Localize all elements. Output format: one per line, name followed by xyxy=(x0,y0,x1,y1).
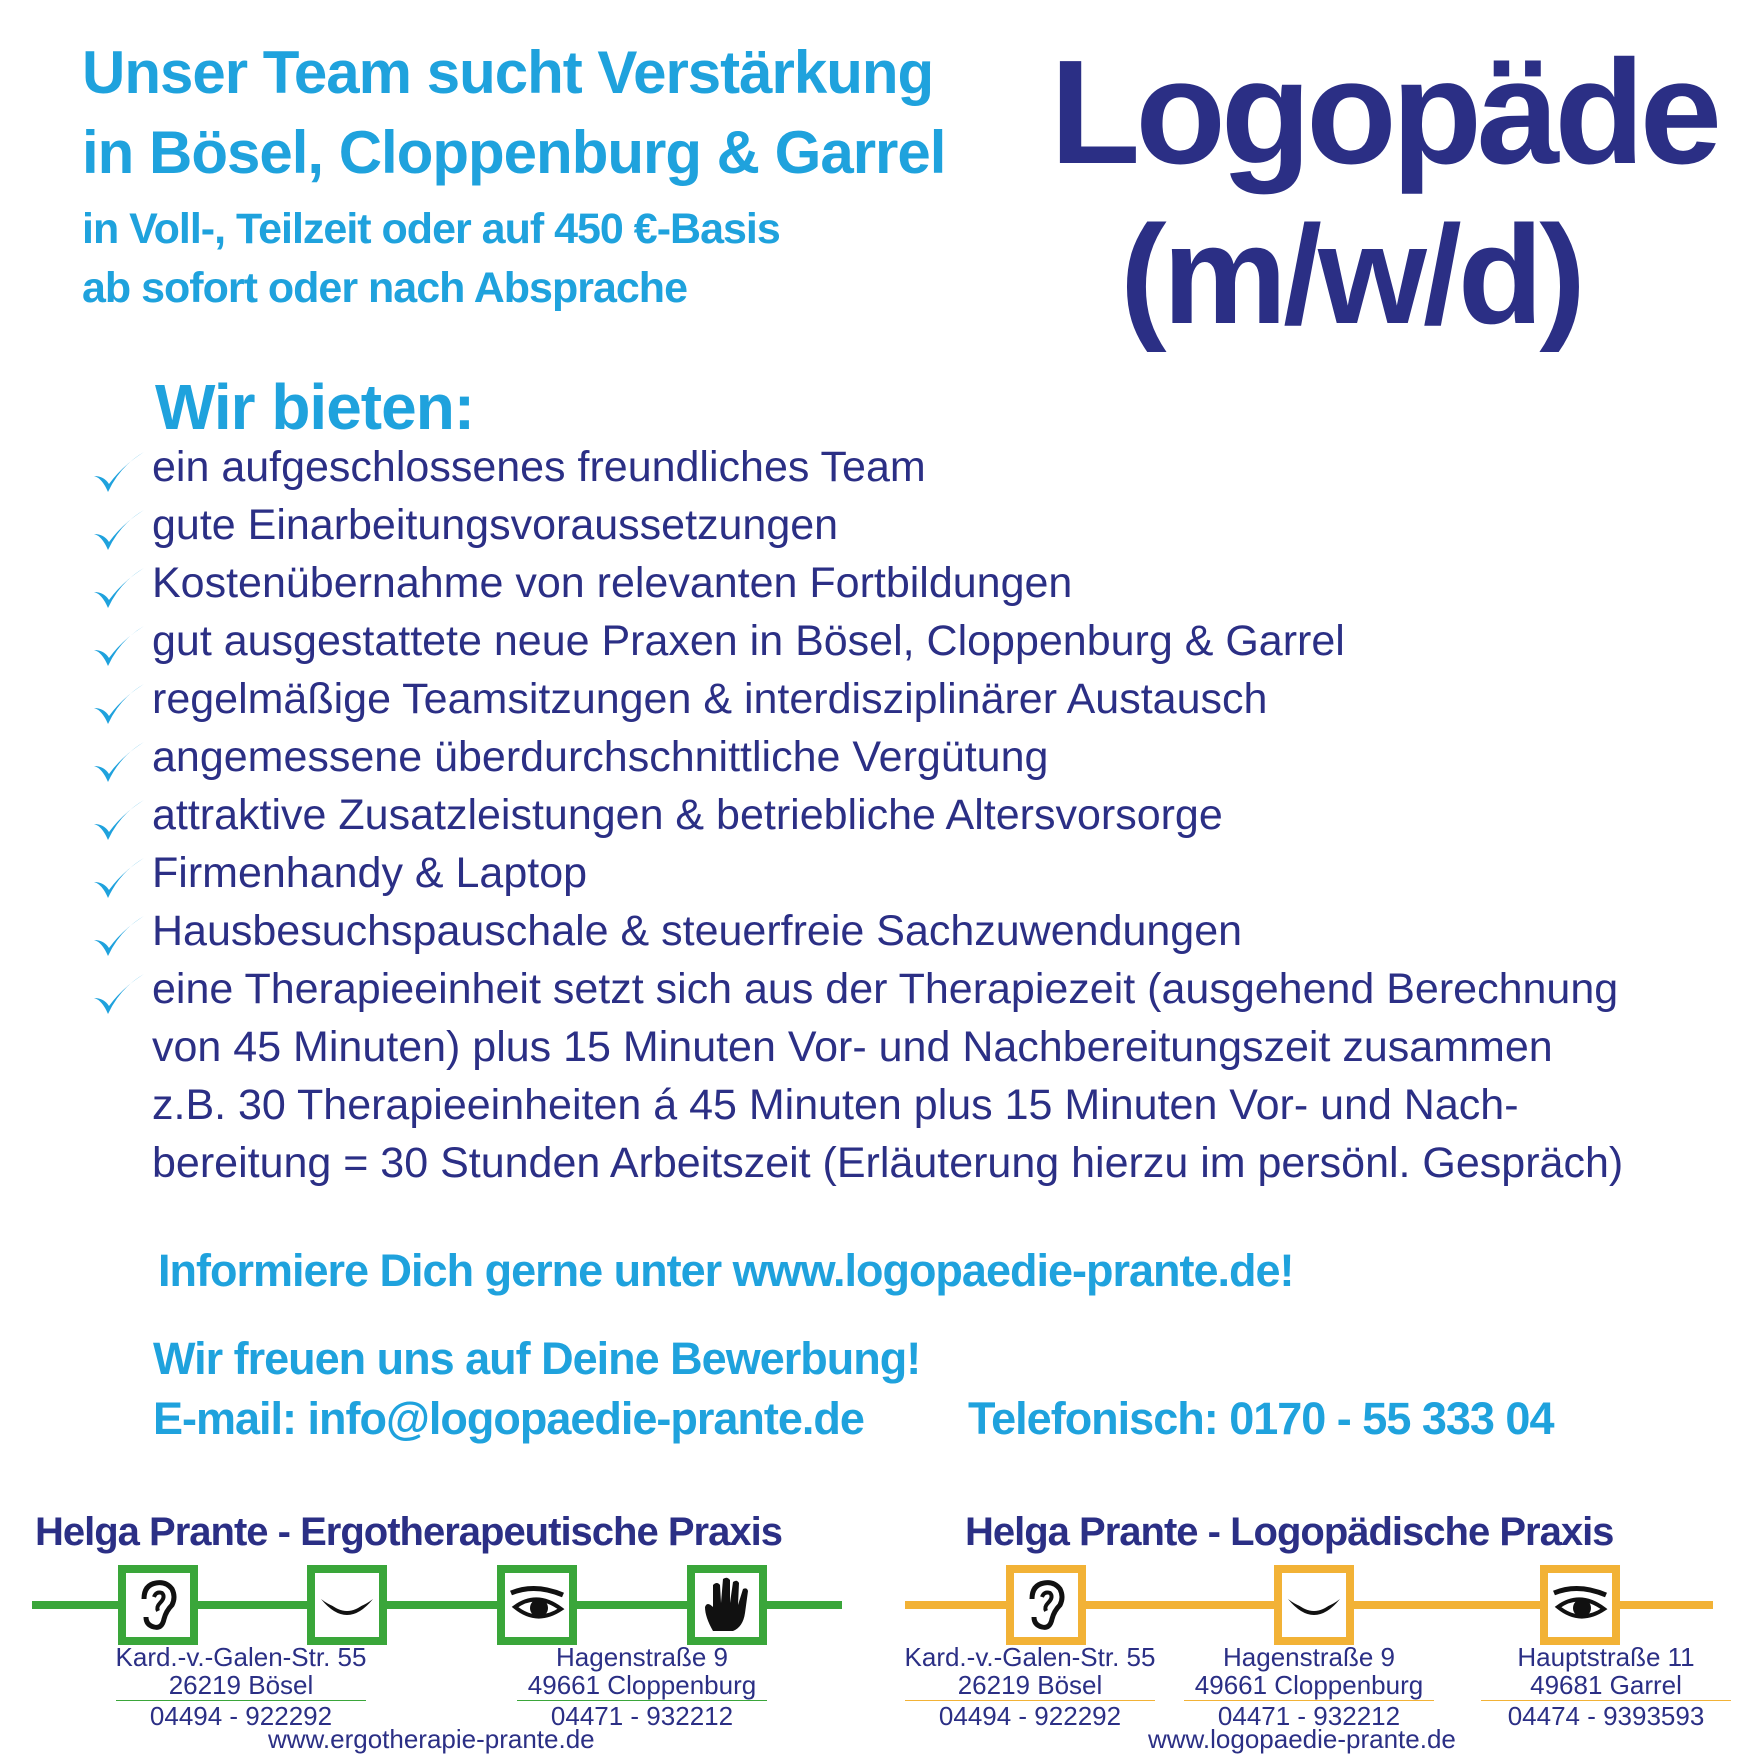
benefit-item xyxy=(90,670,1760,728)
eye-icon xyxy=(497,1565,577,1645)
city: 49681 Garrel xyxy=(1530,1670,1682,1700)
benefit-text-line: bereitung = 30 Stunden Arbeitszeit (Erläuterung hierzu im persönl. Gespräch) xyxy=(152,1139,1624,1187)
street: Kard.-v.-Galen-Str. 55 xyxy=(115,1642,367,1672)
check-icon xyxy=(90,564,146,612)
city: 49661 Cloppenburg xyxy=(1194,1670,1424,1700)
benefit-text: gute Einarbeitungsvoraussetzungen xyxy=(152,501,839,549)
mouth-icon xyxy=(307,1565,387,1645)
benefit-text: Kostenübernahme von relevanten Fortbildungen xyxy=(152,559,1073,607)
check-icon xyxy=(90,796,146,844)
street: Kard.-v.-Galen-Str. 55 xyxy=(904,1642,1156,1672)
benefit-item xyxy=(90,844,1760,902)
hand-icon xyxy=(687,1565,767,1645)
benefit-text: gut ausgestattete neue Praxen in Bösel, Cloppenburg & Garrel xyxy=(152,617,1345,665)
benefit-text-line: z.B. 30 Therapieeinheiten á 45 Minuten plus 15 Minuten Vor- und Nach- xyxy=(152,1081,1519,1129)
mouth-icon xyxy=(1274,1565,1354,1645)
ergo-address-cloppenburg xyxy=(507,1643,777,1730)
team-headline-line1: Unser Team sucht Verstärkung xyxy=(82,39,934,106)
benefit-item xyxy=(90,496,1760,554)
benefit-item xyxy=(90,902,1760,960)
benefit-text: Firmenhandy & Laptop xyxy=(152,849,588,897)
phone-contact: Telefonisch: 0170 - 55 333 04 xyxy=(968,1393,1554,1444)
email-contact: E-mail: info@logopaedie-prante.de xyxy=(153,1393,864,1444)
check-icon xyxy=(90,680,146,728)
street: Hagenstraße 9 xyxy=(1223,1642,1395,1672)
ergo-address-boesel xyxy=(106,1643,376,1730)
ergo-website: www.ergotherapie-prante.de xyxy=(268,1724,595,1754)
website-info: Informiere Dich gerne unter www.logopaedie-prante.de! xyxy=(158,1245,1294,1296)
street: Hauptstraße 11 xyxy=(1517,1642,1695,1672)
city: 26219 Bösel xyxy=(957,1670,1103,1700)
benefit-item xyxy=(90,728,1760,786)
benefit-item xyxy=(90,554,1760,612)
team-headline-line2: in Bösel, Cloppenburg & Garrel xyxy=(82,119,946,186)
offer-heading: Wir bieten: xyxy=(155,371,475,443)
city: 26219 Bösel xyxy=(168,1670,314,1700)
phone-number: 04471 - 932212 xyxy=(1217,1701,1401,1731)
benefit-item xyxy=(90,786,1760,844)
logo-address-cloppenburg xyxy=(1174,1643,1444,1730)
job-gender-note: (m/w/d) xyxy=(1120,196,1582,353)
ergo-practice-title: Helga Prante - Ergotherapeutische Praxis xyxy=(35,1510,782,1554)
check-icon xyxy=(90,970,146,1018)
benefit-text-line: von 45 Minuten) plus 15 Minuten Vor- und Nachbereitungszeit zusammen xyxy=(152,1023,1553,1071)
check-icon xyxy=(90,622,146,670)
benefit-text: regelmäßige Teamsitzungen & interdisziplinärer Austausch xyxy=(152,675,1268,723)
city: 49661 Cloppenburg xyxy=(527,1670,757,1700)
application-note: Wir freuen uns auf Deine Bewerbung! xyxy=(153,1333,921,1384)
employment-terms: in Voll-, Teilzeit oder auf 450 €-Basis xyxy=(82,205,780,253)
logo-practice-title: Helga Prante - Logopädische Praxis xyxy=(965,1510,1614,1554)
check-icon xyxy=(90,738,146,786)
benefits-list xyxy=(90,438,1760,1192)
check-icon xyxy=(90,448,146,496)
phone-number: 04494 - 922292 xyxy=(938,1701,1122,1731)
start-date-terms: ab sofort oder nach Absprache xyxy=(82,264,687,312)
benefit-item xyxy=(90,960,1760,1192)
benefit-text: ein aufgeschlossenes freundliches Team xyxy=(152,443,926,491)
phone-number: 04471 - 932212 xyxy=(550,1701,734,1731)
ear-icon xyxy=(118,1565,198,1645)
eye-icon xyxy=(1540,1565,1620,1645)
benefit-text: Hausbesuchspauschale & steuerfreie Sachzuwendungen xyxy=(152,907,1243,955)
benefit-text: attraktive Zusatzleistungen & betriebliche Altersvorsorge xyxy=(152,791,1223,839)
job-title: Logopäde xyxy=(1050,30,1718,195)
ear-icon xyxy=(1006,1565,1086,1645)
logo-address-garrel xyxy=(1471,1643,1741,1730)
logo-address-boesel xyxy=(895,1643,1165,1730)
benefit-item xyxy=(90,438,1760,496)
benefit-text-line: eine Therapieeinheit setzt sich aus der Therapiezeit (ausgehend Berechnung xyxy=(152,965,1619,1013)
street: Hagenstraße 9 xyxy=(556,1642,728,1672)
check-icon xyxy=(90,506,146,554)
phone-number: 04474 - 9393593 xyxy=(1507,1701,1705,1731)
logo-website: www.logopaedie-prante.de xyxy=(1148,1724,1456,1754)
benefit-text: angemessene überdurchschnittliche Vergütung xyxy=(152,733,1049,781)
check-icon xyxy=(90,912,146,960)
phone-number: 04494 - 922292 xyxy=(149,1701,333,1731)
check-icon xyxy=(90,854,146,902)
benefit-item xyxy=(90,612,1760,670)
